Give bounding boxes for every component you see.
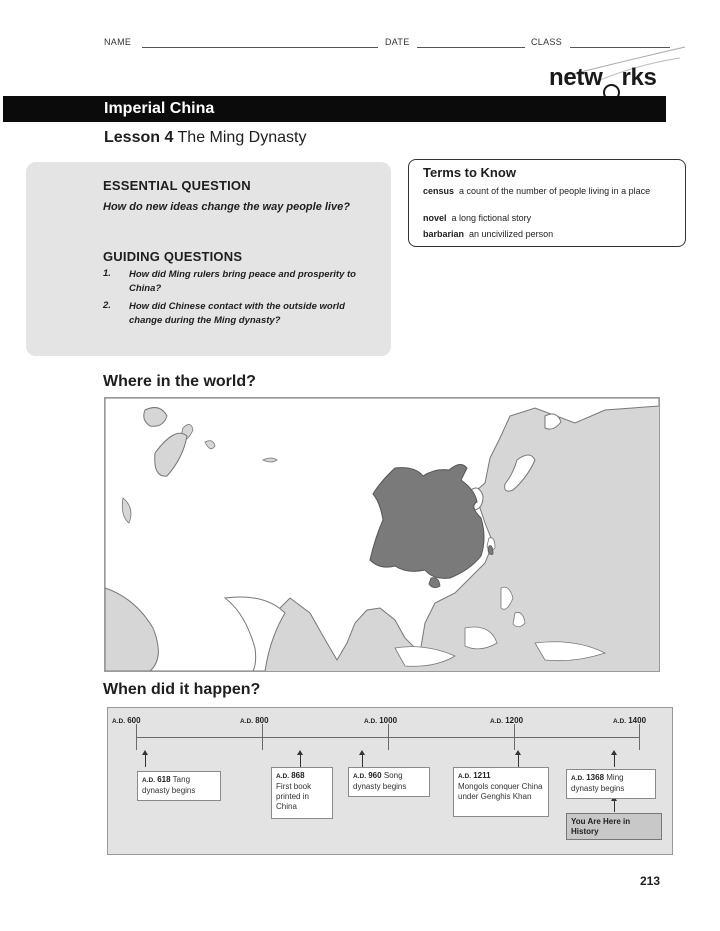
event-1211: A.D. 1211 Mongols conquer China under Genghis Khan — [453, 767, 549, 817]
when-heading: When did it happen? — [103, 681, 261, 698]
page-number: 213 — [640, 874, 661, 888]
name-label: NAME — [104, 37, 132, 47]
essential-question-text: How do new ideas change the way people live? — [103, 201, 350, 213]
asia-map — [104, 397, 660, 672]
timeline-tick — [262, 724, 263, 750]
unit-title: Imperial China — [104, 100, 215, 117]
event-618: A.D. 618 Tang dynasty begins — [137, 771, 221, 801]
term-barbarian: barbarian an uncivilized person — [423, 229, 554, 239]
timeline-arrow-icon — [300, 754, 301, 767]
date-line[interactable] — [417, 47, 525, 48]
you-are-here-label: You Are Here in History — [566, 813, 662, 840]
date-label: DATE — [385, 37, 410, 47]
networks-logo: netw rks — [549, 64, 657, 101]
term-novel: novel a long fictional story — [423, 213, 532, 223]
timeline-arrow-icon — [145, 754, 146, 767]
timeline-year-800: A.D. 800 — [240, 716, 269, 725]
timeline-year-1200: A.D. 1200 — [490, 716, 524, 725]
asia-map-drawing — [105, 398, 659, 671]
where-heading: Where in the world? — [103, 373, 256, 390]
timeline-arrow-icon — [614, 800, 615, 812]
guiding-questions-heading: GUIDING QUESTIONS — [103, 249, 243, 264]
essential-question-heading: ESSENTIAL QUESTION — [103, 178, 251, 193]
class-label: CLASS — [531, 37, 563, 47]
timeline-tick — [639, 724, 640, 750]
timeline-year-1000: A.D. 1000 — [364, 716, 398, 725]
timeline-tick — [514, 724, 515, 750]
timeline-year-600: A.D. 600 — [112, 716, 141, 725]
guiding-question-2: How did Chinese contact with the outside world change during the Ming dynasty? — [129, 301, 345, 326]
term-census: census a count of the number of people living in a place — [423, 186, 651, 196]
timeline-arrow-icon — [518, 754, 519, 767]
timeline-arrow-icon — [362, 754, 363, 767]
event-868: A.D. 868 First book printed in China — [271, 767, 333, 819]
event-1368: A.D. 1368 Ming dynasty begins — [566, 769, 656, 799]
timeline-tick — [388, 724, 389, 750]
guiding-question-1: How did Ming rulers bring peace and prosperity to China? — [129, 269, 356, 294]
event-960: A.D. 960 Song dynasty begins — [348, 767, 430, 797]
terms-heading: Terms to Know — [423, 165, 516, 180]
timeline-tick — [136, 724, 137, 750]
guiding-number: 1. — [103, 268, 111, 279]
lesson-title: Lesson 4 The Ming Dynasty — [104, 129, 307, 146]
name-line[interactable] — [142, 47, 378, 48]
guiding-number: 2. — [103, 300, 111, 311]
title-banner — [3, 96, 666, 122]
timeline-year-1400: A.D. 1400 — [613, 716, 647, 725]
timeline-arrow-icon — [614, 754, 615, 767]
